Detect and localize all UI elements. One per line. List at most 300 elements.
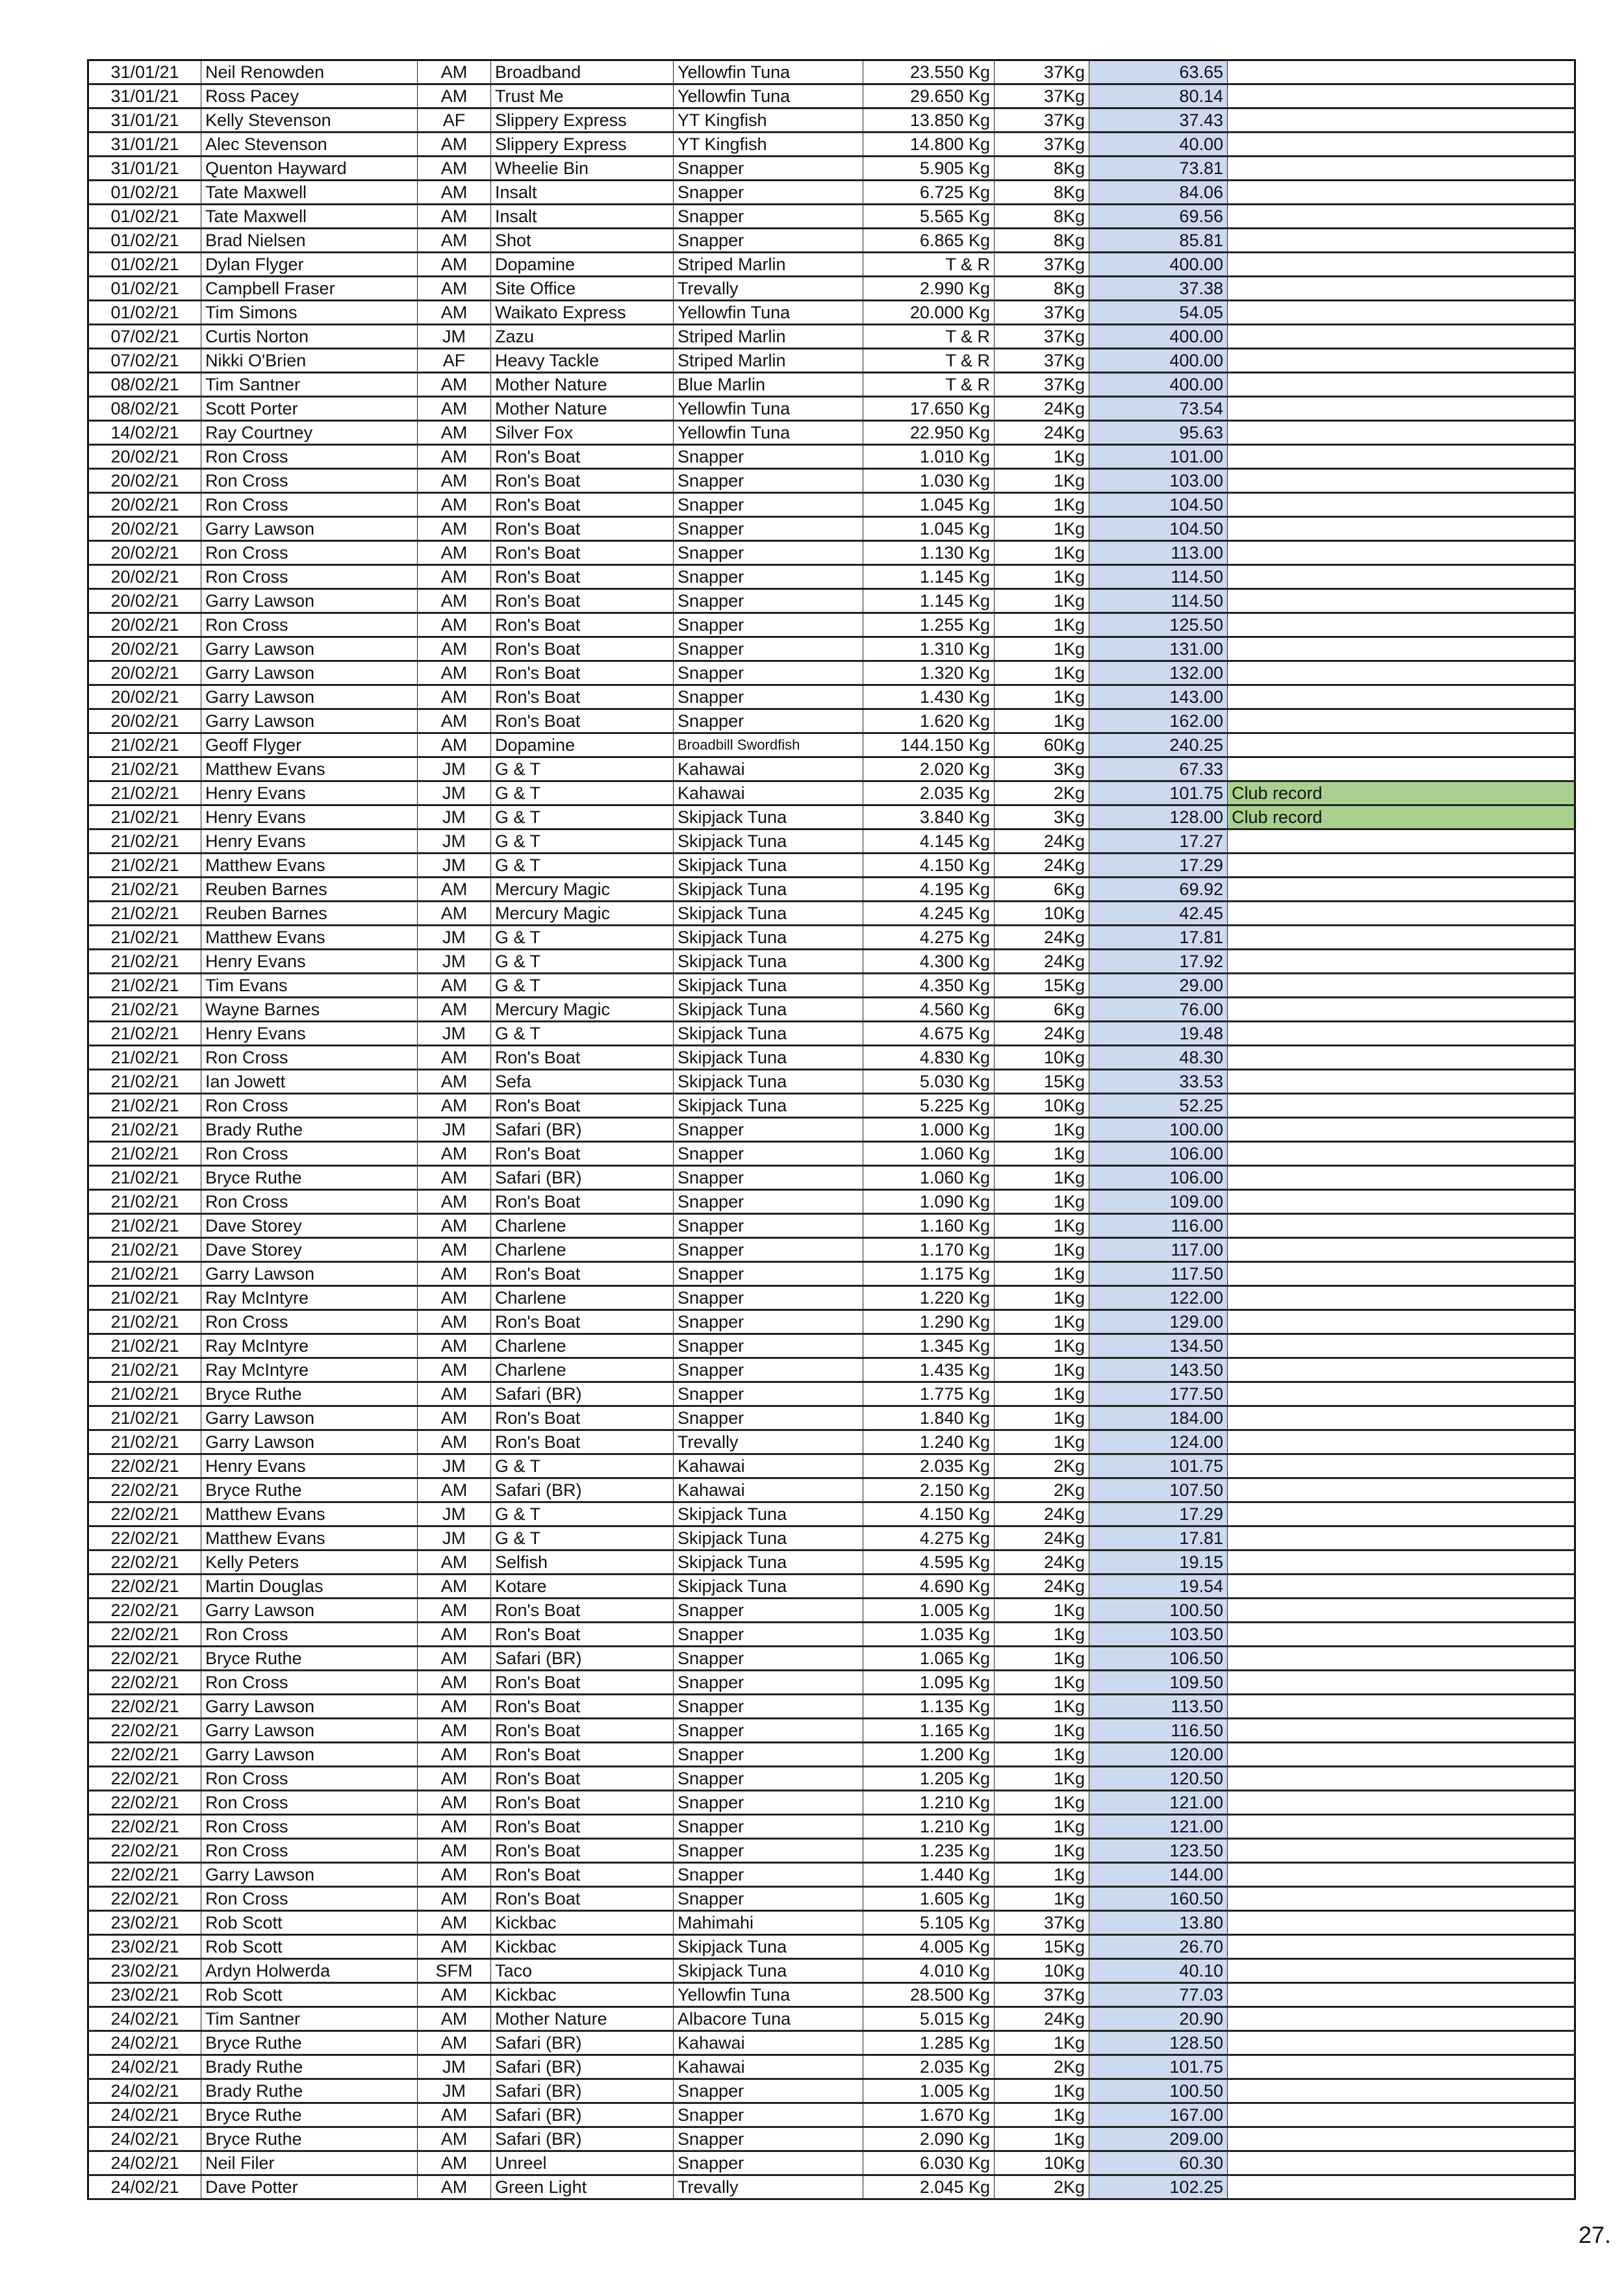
weight-cell: 4.595 Kg xyxy=(863,1550,995,1575)
date-cell: 20/02/21 xyxy=(88,445,201,469)
category-cell: AM xyxy=(418,1430,491,1454)
category-cell: AM xyxy=(418,902,491,926)
angler-cell: Dave Potter xyxy=(201,2175,418,2199)
angler-cell: Ross Pacey xyxy=(201,84,418,108)
angler-cell: Reuben Barnes xyxy=(201,902,418,926)
date-cell: 22/02/21 xyxy=(88,1887,201,1911)
line-class-cell: 6Kg xyxy=(995,878,1089,902)
line-class-cell: 1Kg xyxy=(995,1695,1089,1719)
notes-cell xyxy=(1228,84,1575,108)
weight-cell: 2.035 Kg xyxy=(863,1454,995,1478)
species-cell: Snapper xyxy=(674,1358,863,1382)
weight-cell: 1.320 Kg xyxy=(863,661,995,685)
category-cell: AM xyxy=(418,1406,491,1430)
line-class-cell: 1Kg xyxy=(995,1430,1089,1454)
angler-cell: Ron Cross xyxy=(201,1046,418,1070)
species-cell: Trevally xyxy=(674,277,863,301)
angler-cell: Dave Storey xyxy=(201,1214,418,1238)
weight-cell: 4.350 Kg xyxy=(863,974,995,998)
points-cell: 19.54 xyxy=(1089,1575,1228,1599)
table-row xyxy=(88,1022,1575,1046)
table-row xyxy=(88,1839,1575,1863)
boat-cell: Unreel xyxy=(491,2151,674,2175)
category-cell: AM xyxy=(418,84,491,108)
table-row xyxy=(88,1671,1575,1695)
angler-cell: Matthew Evans xyxy=(201,854,418,878)
angler-cell: Tim Santner xyxy=(201,373,418,397)
notes-cell xyxy=(1228,902,1575,926)
angler-cell: Scott Porter xyxy=(201,397,418,421)
notes-cell xyxy=(1228,1358,1575,1382)
species-cell: Snapper xyxy=(674,1310,863,1334)
category-cell: AM xyxy=(418,253,491,277)
category-cell: AM xyxy=(418,541,491,565)
table-row xyxy=(88,1046,1575,1070)
line-class-cell: 2Kg xyxy=(995,781,1089,805)
category-cell: AM xyxy=(418,1046,491,1070)
notes-cell xyxy=(1228,373,1575,397)
boat-cell: Ron's Boat xyxy=(491,709,674,733)
table-row xyxy=(88,493,1575,517)
notes-cell xyxy=(1228,349,1575,373)
points-cell: 144.00 xyxy=(1089,1863,1228,1887)
boat-cell: Ron's Boat xyxy=(491,1695,674,1719)
table-row xyxy=(88,829,1575,854)
angler-cell: Quenton Hayward xyxy=(201,157,418,181)
points-cell: 132.00 xyxy=(1089,661,1228,685)
category-cell: JM xyxy=(418,757,491,781)
date-cell: 22/02/21 xyxy=(88,1791,201,1815)
line-class-cell: 15Kg xyxy=(995,974,1089,998)
angler-cell: Bryce Ruthe xyxy=(201,2031,418,2055)
angler-cell: Garry Lawson xyxy=(201,685,418,709)
angler-cell: Campbell Fraser xyxy=(201,277,418,301)
species-cell: Snapper xyxy=(674,589,863,613)
category-cell: AM xyxy=(418,1647,491,1671)
species-cell: Snapper xyxy=(674,1142,863,1166)
points-cell: 162.00 xyxy=(1089,709,1228,733)
weight-cell: 1.160 Kg xyxy=(863,1214,995,1238)
weight-cell: 1.670 Kg xyxy=(863,2103,995,2127)
points-cell: 121.00 xyxy=(1089,1815,1228,1839)
line-class-cell: 37Kg xyxy=(995,108,1089,133)
species-cell: Skipjack Tuna xyxy=(674,1502,863,1526)
points-cell: 160.50 xyxy=(1089,1887,1228,1911)
line-class-cell: 10Kg xyxy=(995,1046,1089,1070)
line-class-cell: 1Kg xyxy=(995,469,1089,493)
points-cell: 102.25 xyxy=(1089,2175,1228,2199)
notes-cell xyxy=(1228,277,1575,301)
points-cell: 167.00 xyxy=(1089,2103,1228,2127)
notes-cell xyxy=(1228,1839,1575,1863)
line-class-cell: 2Kg xyxy=(995,2175,1089,2199)
table-row xyxy=(88,421,1575,445)
table-row xyxy=(88,253,1575,277)
category-cell: AM xyxy=(418,1142,491,1166)
weight-cell: 1.135 Kg xyxy=(863,1695,995,1719)
points-cell: 85.81 xyxy=(1089,229,1228,253)
date-cell: 21/02/21 xyxy=(88,1214,201,1238)
species-cell: Striped Marlin xyxy=(674,349,863,373)
line-class-cell: 10Kg xyxy=(995,1094,1089,1118)
points-cell: 67.33 xyxy=(1089,757,1228,781)
weight-cell: 2.045 Kg xyxy=(863,2175,995,2199)
category-cell: AM xyxy=(418,229,491,253)
category-cell: AM xyxy=(418,1358,491,1382)
category-cell: AM xyxy=(418,1310,491,1334)
date-cell: 07/02/21 xyxy=(88,325,201,349)
date-cell: 22/02/21 xyxy=(88,1743,201,1767)
date-cell: 22/02/21 xyxy=(88,1767,201,1791)
boat-cell: Ron's Boat xyxy=(491,565,674,589)
angler-cell: Matthew Evans xyxy=(201,1502,418,1526)
line-class-cell: 1Kg xyxy=(995,1310,1089,1334)
notes-cell xyxy=(1228,1599,1575,1623)
species-cell: YT Kingfish xyxy=(674,133,863,157)
boat-cell: Dopamine xyxy=(491,253,674,277)
notes-cell xyxy=(1228,709,1575,733)
weight-cell: 2.035 Kg xyxy=(863,2055,995,2079)
weight-cell: 1.130 Kg xyxy=(863,541,995,565)
category-cell: AM xyxy=(418,998,491,1022)
category-cell: JM xyxy=(418,854,491,878)
angler-cell: Bryce Ruthe xyxy=(201,2103,418,2127)
notes-cell xyxy=(1228,1575,1575,1599)
points-cell: 129.00 xyxy=(1089,1310,1228,1334)
weight-cell: 1.310 Kg xyxy=(863,637,995,661)
category-cell: AM xyxy=(418,2031,491,2055)
boat-cell: Ron's Boat xyxy=(491,1046,674,1070)
weight-cell: 1.435 Kg xyxy=(863,1358,995,1382)
category-cell: AM xyxy=(418,1623,491,1647)
notes-cell xyxy=(1228,998,1575,1022)
category-cell: JM xyxy=(418,781,491,805)
species-cell: Skipjack Tuna xyxy=(674,1046,863,1070)
boat-cell: Site Office xyxy=(491,277,674,301)
species-cell: Skipjack Tuna xyxy=(674,950,863,974)
notes-cell xyxy=(1228,1502,1575,1526)
weight-cell: T & R xyxy=(863,349,995,373)
weight-cell: 1.840 Kg xyxy=(863,1406,995,1430)
category-cell: JM xyxy=(418,2055,491,2079)
table-row xyxy=(88,2055,1575,2079)
angler-cell: Garry Lawson xyxy=(201,1743,418,1767)
weight-cell: 28.500 Kg xyxy=(863,1983,995,2007)
points-cell: 40.10 xyxy=(1089,1959,1228,1983)
table-row xyxy=(88,1478,1575,1502)
table-row xyxy=(88,685,1575,709)
line-class-cell: 1Kg xyxy=(995,2031,1089,2055)
category-cell: JM xyxy=(418,950,491,974)
weight-cell: 1.235 Kg xyxy=(863,1839,995,1863)
line-class-cell: 1Kg xyxy=(995,565,1089,589)
boat-cell: Ron's Boat xyxy=(491,1190,674,1214)
table-row xyxy=(88,661,1575,685)
weight-cell: 4.005 Kg xyxy=(863,1935,995,1959)
species-cell: Snapper xyxy=(674,685,863,709)
category-cell: JM xyxy=(418,926,491,950)
species-cell: Skipjack Tuna xyxy=(674,1094,863,1118)
points-cell: 101.75 xyxy=(1089,1454,1228,1478)
boat-cell: Taco xyxy=(491,1959,674,1983)
line-class-cell: 1Kg xyxy=(995,517,1089,541)
date-cell: 21/02/21 xyxy=(88,1046,201,1070)
line-class-cell: 24Kg xyxy=(995,854,1089,878)
category-cell: AM xyxy=(418,2151,491,2175)
points-cell: 76.00 xyxy=(1089,998,1228,1022)
notes-cell xyxy=(1228,1815,1575,1839)
points-cell: 100.50 xyxy=(1089,2079,1228,2103)
category-cell: AM xyxy=(418,2127,491,2151)
line-class-cell: 1Kg xyxy=(995,1358,1089,1382)
boat-cell: Mother Nature xyxy=(491,373,674,397)
weight-cell: 4.830 Kg xyxy=(863,1046,995,1070)
boat-cell: Ron's Boat xyxy=(491,1791,674,1815)
table-row xyxy=(88,854,1575,878)
points-cell: 84.06 xyxy=(1089,181,1228,205)
table-row xyxy=(88,2175,1575,2199)
line-class-cell: 15Kg xyxy=(995,1070,1089,1094)
boat-cell: G & T xyxy=(491,1502,674,1526)
date-cell: 24/02/21 xyxy=(88,2031,201,2055)
date-cell: 21/02/21 xyxy=(88,854,201,878)
notes-cell xyxy=(1228,2175,1575,2199)
category-cell: AM xyxy=(418,974,491,998)
category-cell: AM xyxy=(418,277,491,301)
date-cell: 21/02/21 xyxy=(88,1286,201,1310)
points-cell: 113.50 xyxy=(1089,1695,1228,1719)
angler-cell: Garry Lawson xyxy=(201,709,418,733)
table-row xyxy=(88,2031,1575,2055)
table-row xyxy=(88,1286,1575,1310)
species-cell: Snapper xyxy=(674,1382,863,1406)
points-cell: 73.81 xyxy=(1089,157,1228,181)
category-cell: JM xyxy=(418,1454,491,1478)
notes-cell xyxy=(1228,229,1575,253)
notes-cell xyxy=(1228,589,1575,613)
table-row xyxy=(88,2151,1575,2175)
points-cell: 33.53 xyxy=(1089,1070,1228,1094)
category-cell: AM xyxy=(418,637,491,661)
table-row xyxy=(88,1166,1575,1190)
notes-cell xyxy=(1228,493,1575,517)
notes-cell xyxy=(1228,1382,1575,1406)
weight-cell: 1.165 Kg xyxy=(863,1719,995,1743)
weight-cell: 4.275 Kg xyxy=(863,1526,995,1550)
table-row xyxy=(88,1358,1575,1382)
category-cell: AM xyxy=(418,1911,491,1935)
weight-cell: 3.840 Kg xyxy=(863,805,995,829)
date-cell: 22/02/21 xyxy=(88,1550,201,1575)
angler-cell: Garry Lawson xyxy=(201,1599,418,1623)
points-cell: 114.50 xyxy=(1089,565,1228,589)
species-cell: Skipjack Tuna xyxy=(674,1022,863,1046)
notes-cell xyxy=(1228,950,1575,974)
table-row xyxy=(88,1238,1575,1262)
points-cell: 400.00 xyxy=(1089,373,1228,397)
table-row xyxy=(88,1070,1575,1094)
points-cell: 54.05 xyxy=(1089,301,1228,325)
boat-cell: Ron's Boat xyxy=(491,1310,674,1334)
points-cell: 400.00 xyxy=(1089,349,1228,373)
table-row xyxy=(88,349,1575,373)
category-cell: AM xyxy=(418,1887,491,1911)
notes-cell xyxy=(1228,2151,1575,2175)
angler-cell: Ron Cross xyxy=(201,1094,418,1118)
date-cell: 20/02/21 xyxy=(88,637,201,661)
weight-cell: 1.605 Kg xyxy=(863,1887,995,1911)
species-cell: Skipjack Tuna xyxy=(674,878,863,902)
species-cell: Snapper xyxy=(674,1166,863,1190)
species-cell: Skipjack Tuna xyxy=(674,1959,863,1983)
table-row xyxy=(88,445,1575,469)
line-class-cell: 24Kg xyxy=(995,1502,1089,1526)
table-row xyxy=(88,1454,1575,1478)
angler-cell: Brady Ruthe xyxy=(201,1118,418,1142)
angler-cell: Henry Evans xyxy=(201,805,418,829)
category-cell: AM xyxy=(418,709,491,733)
points-cell: 17.92 xyxy=(1089,950,1228,974)
date-cell: 20/02/21 xyxy=(88,685,201,709)
weight-cell: 6.865 Kg xyxy=(863,229,995,253)
notes-cell xyxy=(1228,541,1575,565)
points-cell: 73.54 xyxy=(1089,397,1228,421)
weight-cell: 4.245 Kg xyxy=(863,902,995,926)
date-cell: 21/02/21 xyxy=(88,757,201,781)
points-cell: 120.00 xyxy=(1089,1743,1228,1767)
weight-cell: 5.225 Kg xyxy=(863,1094,995,1118)
line-class-cell: 1Kg xyxy=(995,637,1089,661)
boat-cell: G & T xyxy=(491,1454,674,1478)
boat-cell: Ron's Boat xyxy=(491,1887,674,1911)
boat-cell: Ron's Boat xyxy=(491,1430,674,1454)
category-cell: AM xyxy=(418,1743,491,1767)
table-row xyxy=(88,1094,1575,1118)
date-cell: 14/02/21 xyxy=(88,421,201,445)
notes-cell xyxy=(1228,1454,1575,1478)
line-class-cell: 1Kg xyxy=(995,2103,1089,2127)
boat-cell: Slippery Express xyxy=(491,133,674,157)
date-cell: 20/02/21 xyxy=(88,469,201,493)
boat-cell: Ron's Boat xyxy=(491,637,674,661)
species-cell: Mahimahi xyxy=(674,1911,863,1935)
notes-cell xyxy=(1228,1310,1575,1334)
species-cell: Snapper xyxy=(674,565,863,589)
angler-cell: Ron Cross xyxy=(201,493,418,517)
notes-cell xyxy=(1228,1791,1575,1815)
date-cell: 24/02/21 xyxy=(88,2127,201,2151)
date-cell: 24/02/21 xyxy=(88,2175,201,2199)
points-cell: 69.92 xyxy=(1089,878,1228,902)
points-cell: 103.50 xyxy=(1089,1623,1228,1647)
weight-cell: 20.000 Kg xyxy=(863,301,995,325)
angler-cell: Alec Stevenson xyxy=(201,133,418,157)
line-class-cell: 2Kg xyxy=(995,1478,1089,1502)
date-cell: 20/02/21 xyxy=(88,589,201,613)
points-cell: 100.00 xyxy=(1089,1118,1228,1142)
date-cell: 20/02/21 xyxy=(88,709,201,733)
date-cell: 20/02/21 xyxy=(88,613,201,637)
points-cell: 116.50 xyxy=(1089,1719,1228,1743)
boat-cell: Ron's Boat xyxy=(491,1599,674,1623)
date-cell: 01/02/21 xyxy=(88,181,201,205)
table-row xyxy=(88,2079,1575,2103)
notes-cell xyxy=(1228,613,1575,637)
weight-cell: 5.905 Kg xyxy=(863,157,995,181)
weight-cell: 23.550 Kg xyxy=(863,60,995,84)
boat-cell: Green Light xyxy=(491,2175,674,2199)
table-row xyxy=(88,517,1575,541)
date-cell: 24/02/21 xyxy=(88,2103,201,2127)
table-row xyxy=(88,1983,1575,2007)
angler-cell: Ron Cross xyxy=(201,1815,418,1839)
points-cell: 400.00 xyxy=(1089,253,1228,277)
species-cell: Snapper xyxy=(674,2127,863,2151)
boat-cell: Ron's Boat xyxy=(491,1863,674,1887)
table-row xyxy=(88,469,1575,493)
weight-cell: 14.800 Kg xyxy=(863,133,995,157)
table-row xyxy=(88,998,1575,1022)
species-cell: Snapper xyxy=(674,1791,863,1815)
line-class-cell: 37Kg xyxy=(995,84,1089,108)
angler-cell: Bryce Ruthe xyxy=(201,1166,418,1190)
category-cell: AM xyxy=(418,60,491,84)
weight-cell: 1.240 Kg xyxy=(863,1430,995,1454)
table-row xyxy=(88,974,1575,998)
species-cell: Snapper xyxy=(674,1238,863,1262)
table-row xyxy=(88,1599,1575,1623)
angler-cell: Henry Evans xyxy=(201,1022,418,1046)
points-cell: 17.81 xyxy=(1089,1526,1228,1550)
date-cell: 21/02/21 xyxy=(88,1190,201,1214)
line-class-cell: 1Kg xyxy=(995,493,1089,517)
date-cell: 21/02/21 xyxy=(88,1406,201,1430)
notes-cell xyxy=(1228,1094,1575,1118)
notes-cell xyxy=(1228,253,1575,277)
category-cell: AM xyxy=(418,493,491,517)
category-cell: AM xyxy=(418,1815,491,1839)
date-cell: 23/02/21 xyxy=(88,1911,201,1935)
boat-cell: Mother Nature xyxy=(491,2007,674,2031)
boat-cell: Safari (BR) xyxy=(491,2127,674,2151)
angler-cell: Tate Maxwell xyxy=(201,181,418,205)
line-class-cell: 1Kg xyxy=(995,2079,1089,2103)
date-cell: 21/02/21 xyxy=(88,1070,201,1094)
table-row xyxy=(88,637,1575,661)
table-row xyxy=(88,2007,1575,2031)
notes-cell xyxy=(1228,1671,1575,1695)
points-cell: 101.75 xyxy=(1089,2055,1228,2079)
species-cell: Yellowfin Tuna xyxy=(674,60,863,84)
boat-cell: Kickbac xyxy=(491,1935,674,1959)
category-cell: AM xyxy=(418,157,491,181)
category-cell: AM xyxy=(418,1166,491,1190)
weight-cell: 22.950 Kg xyxy=(863,421,995,445)
species-cell: Snapper xyxy=(674,1599,863,1623)
table-row xyxy=(88,2127,1575,2151)
points-cell: 109.50 xyxy=(1089,1671,1228,1695)
weight-cell: 1.170 Kg xyxy=(863,1238,995,1262)
line-class-cell: 8Kg xyxy=(995,157,1089,181)
angler-cell: Reuben Barnes xyxy=(201,878,418,902)
notes-cell xyxy=(1228,685,1575,709)
line-class-cell: 1Kg xyxy=(995,445,1089,469)
table-row xyxy=(88,1695,1575,1719)
points-cell: 63.65 xyxy=(1089,60,1228,84)
notes-cell xyxy=(1228,1935,1575,1959)
date-cell: 20/02/21 xyxy=(88,661,201,685)
angler-cell: Garry Lawson xyxy=(201,1695,418,1719)
